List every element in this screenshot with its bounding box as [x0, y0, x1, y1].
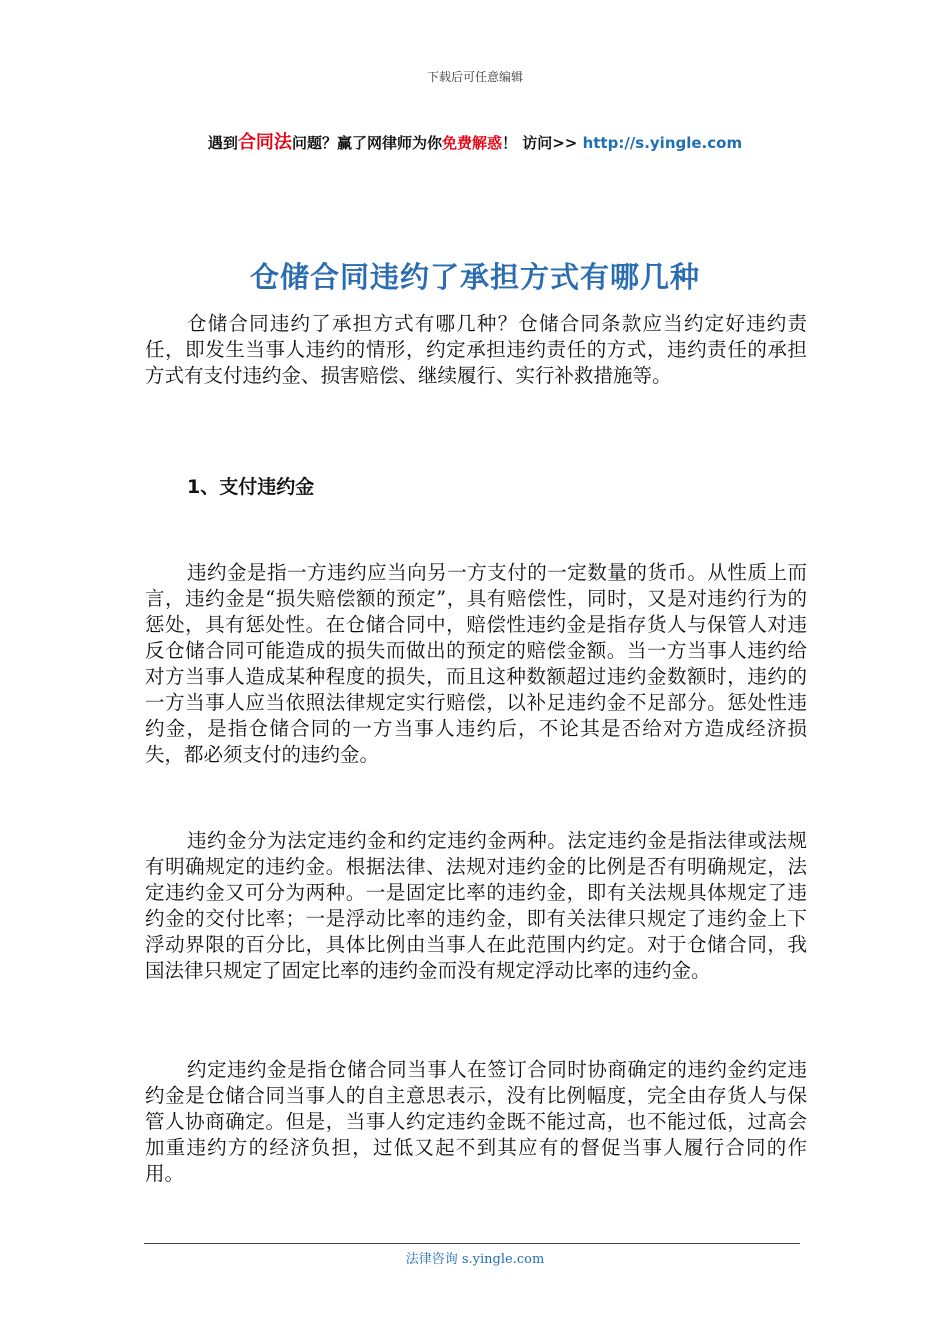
- ad-middle: 问题？赢了网律师为你: [291, 134, 442, 152]
- intro-paragraph: 仓储合同违约了承担方式有哪几种？仓储合同条款应当约定好违约责任，即发生当事人违约的情形，约定承担违约责任的方式，违约责任的承担方式有支付违约金、损害赔偿、继续履行、实行补救措施等。: [145, 312, 807, 387]
- ad-highlight-contract-law: 合同法: [237, 132, 292, 153]
- ad-link[interactable]: http://s.yingle.com: [582, 134, 743, 152]
- header-note: 下载后可任意编辑: [426, 70, 523, 84]
- body-paragraph-types: 违约金分为法定违约金和约定违约金两种。法定违约金是指法律或法规有明确规定的违约金。根据法律、法规对违约金的比例是否有明确规定，法定违约金又可分为两种。一是固定比率的违约金，即有关法规具体规定了违约金的交付比率；一是浮动比率的违约金，即有关法律只规定了违约金上下浮动界限的百分比，具体比例由当事人在此范围内约定。对于仓储合同，我国法律只规定了固定比率的违约金而没有规定浮动比率的违约金。: [145, 829, 807, 982]
- document-title: 仓储合同违约了承担方式有哪几种: [249, 260, 700, 294]
- footer-link[interactable]: 法律咨询 s.yingle.com: [405, 1252, 545, 1267]
- footer-divider: [144, 1243, 800, 1244]
- body-paragraph-agreed: 约定违约金是指仓储合同当事人在签订合同时协商确定的违约金约定违约金是仓储合同当事人的自主意思表示，没有比例幅度，完全由存货人与保管人协商确定。但是，当事人约定违约金既不能过高，也不能过低，过高会加重违约方的经济负担，过低又起不到其应有的督促当事人履行合同的作用。: [145, 1058, 807, 1185]
- ad-suffix: ！ 访问>>: [501, 134, 583, 152]
- ad-highlight-free: 免费解惑: [441, 134, 502, 152]
- ad-prefix: 遇到: [207, 134, 238, 152]
- section-heading-liquidated-damages: 1、支付违约金: [187, 476, 315, 498]
- ad-banner: [0, 128, 950, 154]
- body-paragraph-definition: 违约金是指一方违约应当向另一方支付的一定数量的货币。从性质上而言，违约金是“损失赔偿额的预定”，具有赔偿性，同时，又是对违约行为的惩处，具有惩处性。在仓储合同中，赔偿性违约金是指存货人与保管人对违反仓储合同可能造成的损失而做出的预定的赔偿金额。当一方当事人违约给对方当事人造成某种程度的损失，而且这种数额超过违约金数额时，违约的一方当事人应当依照法律规定实行赔偿，以补足违约金不足部分。惩处性违约金，是指仓储合同的一方当事人违约后，不论其是否给对方造成经济损失，都必须支付的违约金。: [145, 561, 807, 766]
